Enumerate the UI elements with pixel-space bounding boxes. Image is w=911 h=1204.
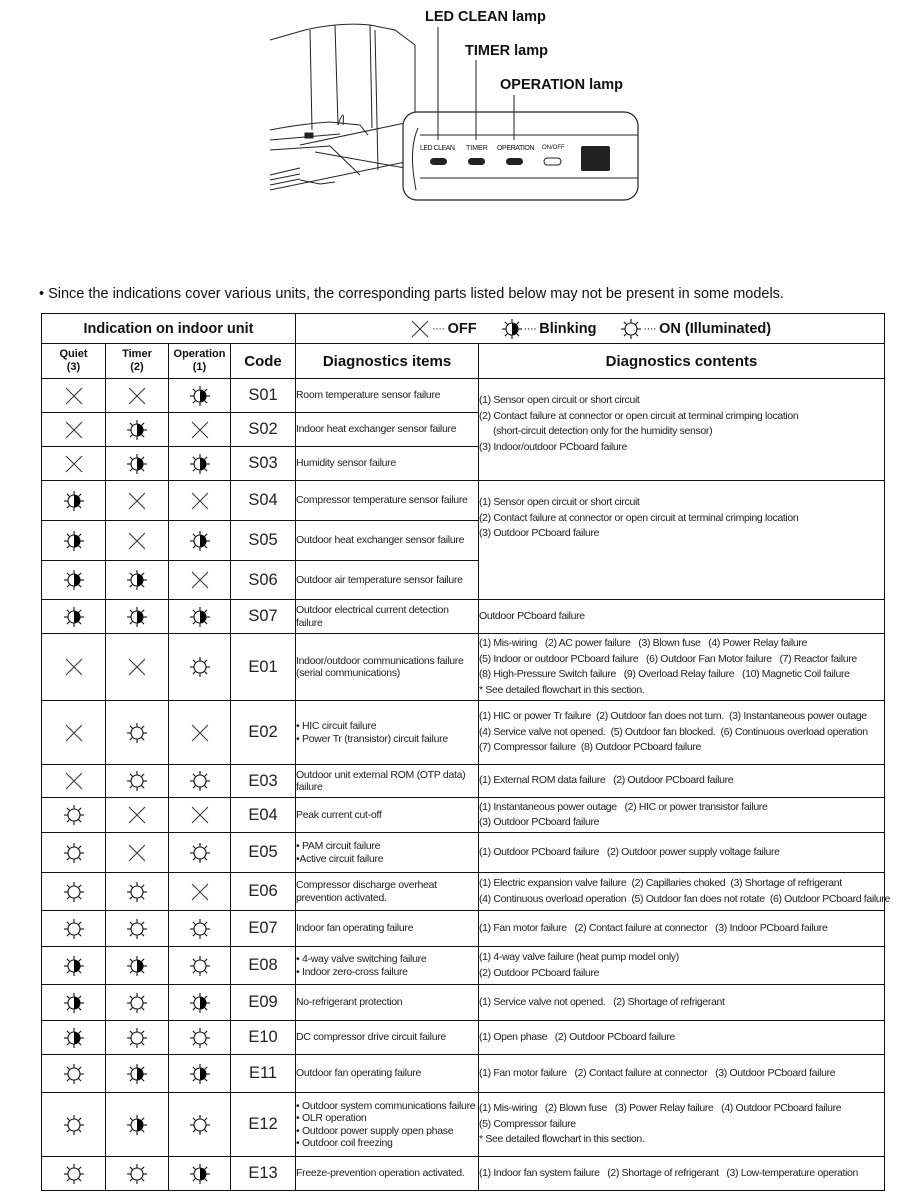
- quiet-indicator: [42, 765, 106, 798]
- panel-label-timer: TIMER: [466, 145, 488, 152]
- table-row: [42, 1055, 885, 1093]
- blinking-lamp-icon: [189, 455, 211, 472]
- panel-label-operation: OPERATION: [497, 145, 535, 152]
- diagnostics-item: • PAM circuit failure •Active circuit failure: [296, 833, 479, 873]
- diagnostics-item: Indoor/outdoor communications failure (serial communications): [296, 634, 479, 701]
- timer-indicator: [106, 413, 169, 447]
- illuminated-lamp-icon: [126, 724, 148, 741]
- table-row: [42, 701, 885, 765]
- off-x-icon: [126, 844, 148, 861]
- blinking-lamp-icon: [63, 492, 85, 509]
- air-conditioner-drawing: [260, 0, 660, 210]
- blinking-lamp-icon: [189, 608, 211, 625]
- quiet-indicator: [42, 985, 106, 1021]
- operation-indicator: [169, 765, 231, 798]
- illuminated-lamp-icon: [620, 318, 642, 340]
- quiet-indicator: [42, 947, 106, 985]
- diagnostics-item: Compressor temperature sensor failure: [296, 481, 479, 521]
- timer-indicator: [106, 1157, 169, 1191]
- col-operation: Operation (1): [169, 344, 231, 379]
- illuminated-lamp-icon: [126, 994, 148, 1011]
- quiet-indicator: [42, 561, 106, 600]
- diagnostics-table: [41, 313, 890, 1191]
- diagnostics-item: No-refrigerant protection: [296, 985, 479, 1021]
- off-x-icon: [409, 318, 431, 340]
- error-code: S01: [231, 379, 296, 413]
- diagnostics-item: Indoor fan operating failure: [296, 911, 479, 947]
- diagnostics-item: Peak current cut-off: [296, 798, 479, 833]
- off-x-icon: [63, 724, 85, 741]
- operation-indicator: [169, 701, 231, 765]
- off-x-icon: [126, 492, 148, 509]
- operation-indicator: [169, 985, 231, 1021]
- error-code: E05: [231, 833, 296, 873]
- blinking-lamp-icon: [189, 1065, 211, 1082]
- off-x-icon: [189, 883, 211, 900]
- diagnostics-item: • Outdoor system communications failure • OLR operation • Outdoor power supply open phase • Outdoor coil freezing: [296, 1093, 479, 1157]
- blinking-lamp-icon: [126, 608, 148, 625]
- operation-indicator: [169, 379, 231, 413]
- illuminated-lamp-icon: [63, 883, 85, 900]
- timer-indicator: [106, 911, 169, 947]
- blinking-lamp-icon: [63, 608, 85, 625]
- operation-indicator: [169, 833, 231, 873]
- off-x-icon: [189, 421, 211, 438]
- timer-indicator: [106, 521, 169, 561]
- timer-indicator: [106, 1093, 169, 1157]
- diagnostics-content: (1) Indoor fan system failure (2) Shortage of refrigerant (3) Low-temperature operation: [479, 1157, 885, 1191]
- quiet-indicator: [42, 447, 106, 481]
- off-x-icon: [126, 532, 148, 549]
- error-code: E06: [231, 873, 296, 911]
- off-x-icon: [189, 492, 211, 509]
- illuminated-lamp-icon: [63, 1116, 85, 1133]
- timer-indicator: [106, 1021, 169, 1055]
- off-x-icon: [126, 658, 148, 675]
- col-timer: Timer (2): [106, 344, 169, 379]
- diagnostics-item: Outdoor electrical current detection failure: [296, 600, 479, 634]
- indication-header: Indication on indoor unit: [42, 314, 296, 344]
- off-x-icon: [126, 387, 148, 404]
- diagnostics-item: Outdoor heat exchanger sensor failure: [296, 521, 479, 561]
- blinking-lamp-icon: [126, 571, 148, 588]
- diagnostics-item: Freeze-prevention operation activated.: [296, 1157, 479, 1191]
- off-x-icon: [189, 806, 211, 823]
- illuminated-lamp-icon: [63, 1065, 85, 1082]
- illuminated-lamp-icon: [189, 1116, 211, 1133]
- blinking-lamp-icon: [126, 1116, 148, 1133]
- illuminated-lamp-icon: [63, 844, 85, 861]
- diagnostics-content: (1) Sensor open circuit or short circuit (2) Contact failure at connector or open circuit at terminal crimping location (3) Outdoor PCboard failure: [479, 481, 885, 600]
- timer-indicator: [106, 481, 169, 521]
- diagnostics-content: (1) HIC or power Tr failure (2) Outdoor fan does not turn. (3) Instantaneous power outage (4) Service valve not opened. (5) Outdoor fan blocked. (6) Continuous overload operation (7) Compressor failure (8) Outdoor PCboard failure: [479, 701, 885, 765]
- quiet-indicator: [42, 798, 106, 833]
- off-x-icon: [63, 387, 85, 404]
- error-code: E01: [231, 634, 296, 701]
- operation-indicator: [169, 413, 231, 447]
- quiet-indicator: [42, 833, 106, 873]
- timer-indicator: [106, 379, 169, 413]
- table-row: [42, 600, 885, 634]
- table-row: [42, 873, 885, 911]
- panel-label-on-off: ON/OFF: [542, 145, 565, 151]
- error-code: E03: [231, 765, 296, 798]
- quiet-indicator: [42, 1021, 106, 1055]
- diagnostics-content: (1) Open phase (2) Outdoor PCboard failure: [479, 1021, 885, 1055]
- operation-indicator: [169, 798, 231, 833]
- timer-indicator: [106, 701, 169, 765]
- illuminated-lamp-icon: [189, 957, 211, 974]
- table-row: [42, 1157, 885, 1191]
- error-code: E04: [231, 798, 296, 833]
- illuminated-lamp-icon: [126, 883, 148, 900]
- timer-indicator: [106, 634, 169, 701]
- legend-blinking: ···· Blinking: [501, 318, 597, 340]
- table-row: [42, 765, 885, 798]
- timer-indicator: [106, 600, 169, 634]
- diagnostics-item: Outdoor unit external ROM (OTP data) failure: [296, 765, 479, 798]
- blinking-lamp-icon: [126, 957, 148, 974]
- blinking-lamp-icon: [63, 1029, 85, 1046]
- off-x-icon: [63, 772, 85, 789]
- timer-indicator: [106, 1055, 169, 1093]
- timer-indicator: [106, 765, 169, 798]
- callout-operation-lamp: OPERATION lamp: [500, 77, 623, 93]
- blinking-lamp-icon: [126, 455, 148, 472]
- timer-indicator: [106, 833, 169, 873]
- illuminated-lamp-icon: [189, 920, 211, 937]
- blinking-lamp-icon: [189, 532, 211, 549]
- operation-indicator: [169, 1093, 231, 1157]
- operation-indicator: [169, 1021, 231, 1055]
- table-row: [42, 1093, 885, 1157]
- diagnostics-content: (1) Mis-wiring (2) AC power failure (3) Blown fuse (4) Power Relay failure (5) Indoor or outdoor PCboard failure (6) Outdoor Fan Motor failure (7) Reactor failure (8) High-Pressure Switch failure (9) Overload Relay failure (10) Magnetic Coil failure * See detailed flowchart in this section.: [479, 634, 885, 701]
- diagnostics-content: (1) Fan motor failure (2) Contact failure at connector (3) Outdoor PCboard failure: [479, 1055, 885, 1093]
- blinking-lamp-icon: [189, 994, 211, 1011]
- off-x-icon: [63, 658, 85, 675]
- table-row: [42, 634, 885, 701]
- error-code: S02: [231, 413, 296, 447]
- table-row: [42, 947, 885, 985]
- timer-indicator: [106, 561, 169, 600]
- blinking-lamp-icon: [126, 421, 148, 438]
- illuminated-lamp-icon: [189, 844, 211, 861]
- table-row: [42, 481, 885, 521]
- legend-on: ···· ON (Illuminated): [620, 318, 771, 340]
- error-code: E13: [231, 1157, 296, 1191]
- operation-indicator: [169, 1055, 231, 1093]
- timer-indicator: [106, 447, 169, 481]
- timer-indicator: [106, 798, 169, 833]
- illuminated-lamp-icon: [63, 806, 85, 823]
- blinking-lamp-icon: [189, 387, 211, 404]
- error-code: S06: [231, 561, 296, 600]
- diagnostics-item: Outdoor fan operating failure: [296, 1055, 479, 1093]
- operation-indicator: [169, 481, 231, 521]
- blinking-lamp-icon: [189, 1165, 211, 1182]
- blinking-lamp-icon: [501, 318, 523, 340]
- diagnostics-content: (1) Fan motor failure (2) Contact failure at connector (3) Indoor PCboard failure: [479, 911, 885, 947]
- operation-indicator: [169, 1157, 231, 1191]
- table-row: [42, 833, 885, 873]
- diagnostics-content: (1) Instantaneous power outage (2) HIC or power transistor failure (3) Outdoor PCboard failure: [479, 798, 885, 833]
- off-x-icon: [63, 421, 85, 438]
- diagnostics-content: (1) Service valve not opened. (2) Shortage of refrigerant: [479, 985, 885, 1021]
- blinking-lamp-icon: [63, 571, 85, 588]
- diagnostics-item: Outdoor air temperature sensor failure: [296, 561, 479, 600]
- timer-indicator: [106, 985, 169, 1021]
- col-diagnostics-contents: Diagnostics contents: [479, 344, 885, 379]
- callout-timer-lamp: TIMER lamp: [465, 43, 548, 59]
- diagnostics-content: (1) Outdoor PCboard failure (2) Outdoor power supply voltage failure: [479, 833, 885, 873]
- quiet-indicator: [42, 1055, 106, 1093]
- error-code: E09: [231, 985, 296, 1021]
- table-row: [42, 1021, 885, 1055]
- model-note: • Since the indications cover various units, the corresponding parts listed below may not be present in some models.: [39, 286, 784, 302]
- quiet-indicator: [42, 634, 106, 701]
- error-code: S07: [231, 600, 296, 634]
- diagnostics-item: Indoor heat exchanger sensor failure: [296, 413, 479, 447]
- table-row: [42, 379, 885, 413]
- operation-indicator: [169, 561, 231, 600]
- quiet-indicator: [42, 1157, 106, 1191]
- diagnostics-item: • 4-way valve switching failure • Indoor zero-cross failure: [296, 947, 479, 985]
- operation-indicator: [169, 521, 231, 561]
- off-x-icon: [189, 571, 211, 588]
- illuminated-lamp-icon: [63, 920, 85, 937]
- legend-off: ···· OFF: [409, 318, 477, 340]
- quiet-indicator: [42, 521, 106, 561]
- error-code: S04: [231, 481, 296, 521]
- panel-label-led-clean: LED CLEAN: [420, 145, 455, 152]
- diagnostics-content: (1) Sensor open circuit or short circuit (2) Contact failure at connector or open circuit at terminal crimping location (short-circuit detection only for the humidity sensor) (3) Indoor/outdoor PCboard failure: [479, 379, 885, 481]
- error-code: S05: [231, 521, 296, 561]
- error-code: S03: [231, 447, 296, 481]
- illuminated-lamp-icon: [126, 920, 148, 937]
- illuminated-lamp-icon: [126, 772, 148, 789]
- legend: [296, 314, 885, 344]
- timer-indicator: [106, 947, 169, 985]
- blinking-lamp-icon: [63, 532, 85, 549]
- quiet-indicator: [42, 481, 106, 521]
- diagnostics-content: (1) External ROM data failure (2) Outdoor PCboard failure: [479, 765, 885, 798]
- operation-indicator: [169, 947, 231, 985]
- table-row: [42, 985, 885, 1021]
- quiet-indicator: [42, 379, 106, 413]
- diagnostics-content: Outdoor PCboard failure: [479, 600, 885, 634]
- illuminated-lamp-icon: [126, 1165, 148, 1182]
- off-x-icon: [126, 806, 148, 823]
- illuminated-lamp-icon: [189, 658, 211, 675]
- diagnostics-item: • HIC circuit failure • Power Tr (transistor) circuit failure: [296, 701, 479, 765]
- diagnostics-item: DC compressor drive circuit failure: [296, 1021, 479, 1055]
- error-code: E12: [231, 1093, 296, 1157]
- indoor-unit-illustration: [260, 0, 660, 210]
- callout-led-clean-lamp: LED CLEAN lamp: [425, 9, 546, 25]
- diagnostics-content: (1) Mis-wiring (2) Blown fuse (3) Power Relay failure (4) Outdoor PCboard failure (5) Compressor failure * See detailed flowchart in this section.: [479, 1093, 885, 1157]
- diagnostics-content: (1) Electric expansion valve failure (2) Capillaries choked (3) Shortage of refrigerant (4) Continuous overload operation (5) Outdoor fan does not rotate (6) Outdoor PCboard failure: [479, 873, 885, 911]
- quiet-indicator: [42, 873, 106, 911]
- operation-indicator: [169, 873, 231, 911]
- diagnostics-item: Humidity sensor failure: [296, 447, 479, 481]
- col-code: Code: [231, 344, 296, 379]
- quiet-indicator: [42, 911, 106, 947]
- diagnostics-item: Room temperature sensor failure: [296, 379, 479, 413]
- operation-indicator: [169, 911, 231, 947]
- error-code: E11: [231, 1055, 296, 1093]
- error-code: E07: [231, 911, 296, 947]
- blinking-lamp-icon: [126, 1065, 148, 1082]
- illuminated-lamp-icon: [189, 1029, 211, 1046]
- operation-indicator: [169, 447, 231, 481]
- table-row: [42, 911, 885, 947]
- illuminated-lamp-icon: [189, 772, 211, 789]
- quiet-indicator: [42, 600, 106, 634]
- diagnostics-item: Compressor discharge overheat prevention activated.: [296, 873, 479, 911]
- diagnostics-content: (1) 4-way valve failure (heat pump model only) (2) Outdoor PCboard failure: [479, 947, 885, 985]
- operation-indicator: [169, 600, 231, 634]
- blinking-lamp-icon: [63, 994, 85, 1011]
- error-code: E08: [231, 947, 296, 985]
- illuminated-lamp-icon: [63, 1165, 85, 1182]
- col-diagnostics-items: Diagnostics items: [296, 344, 479, 379]
- quiet-indicator: [42, 1093, 106, 1157]
- off-x-icon: [189, 724, 211, 741]
- timer-indicator: [106, 873, 169, 911]
- error-code: E10: [231, 1021, 296, 1055]
- off-x-icon: [63, 455, 85, 472]
- table-row: [42, 798, 885, 833]
- error-code: E02: [231, 701, 296, 765]
- blinking-lamp-icon: [63, 957, 85, 974]
- operation-indicator: [169, 634, 231, 701]
- quiet-indicator: [42, 413, 106, 447]
- quiet-indicator: [42, 701, 106, 765]
- col-quiet: Quiet (3): [42, 344, 106, 379]
- illuminated-lamp-icon: [126, 1029, 148, 1046]
